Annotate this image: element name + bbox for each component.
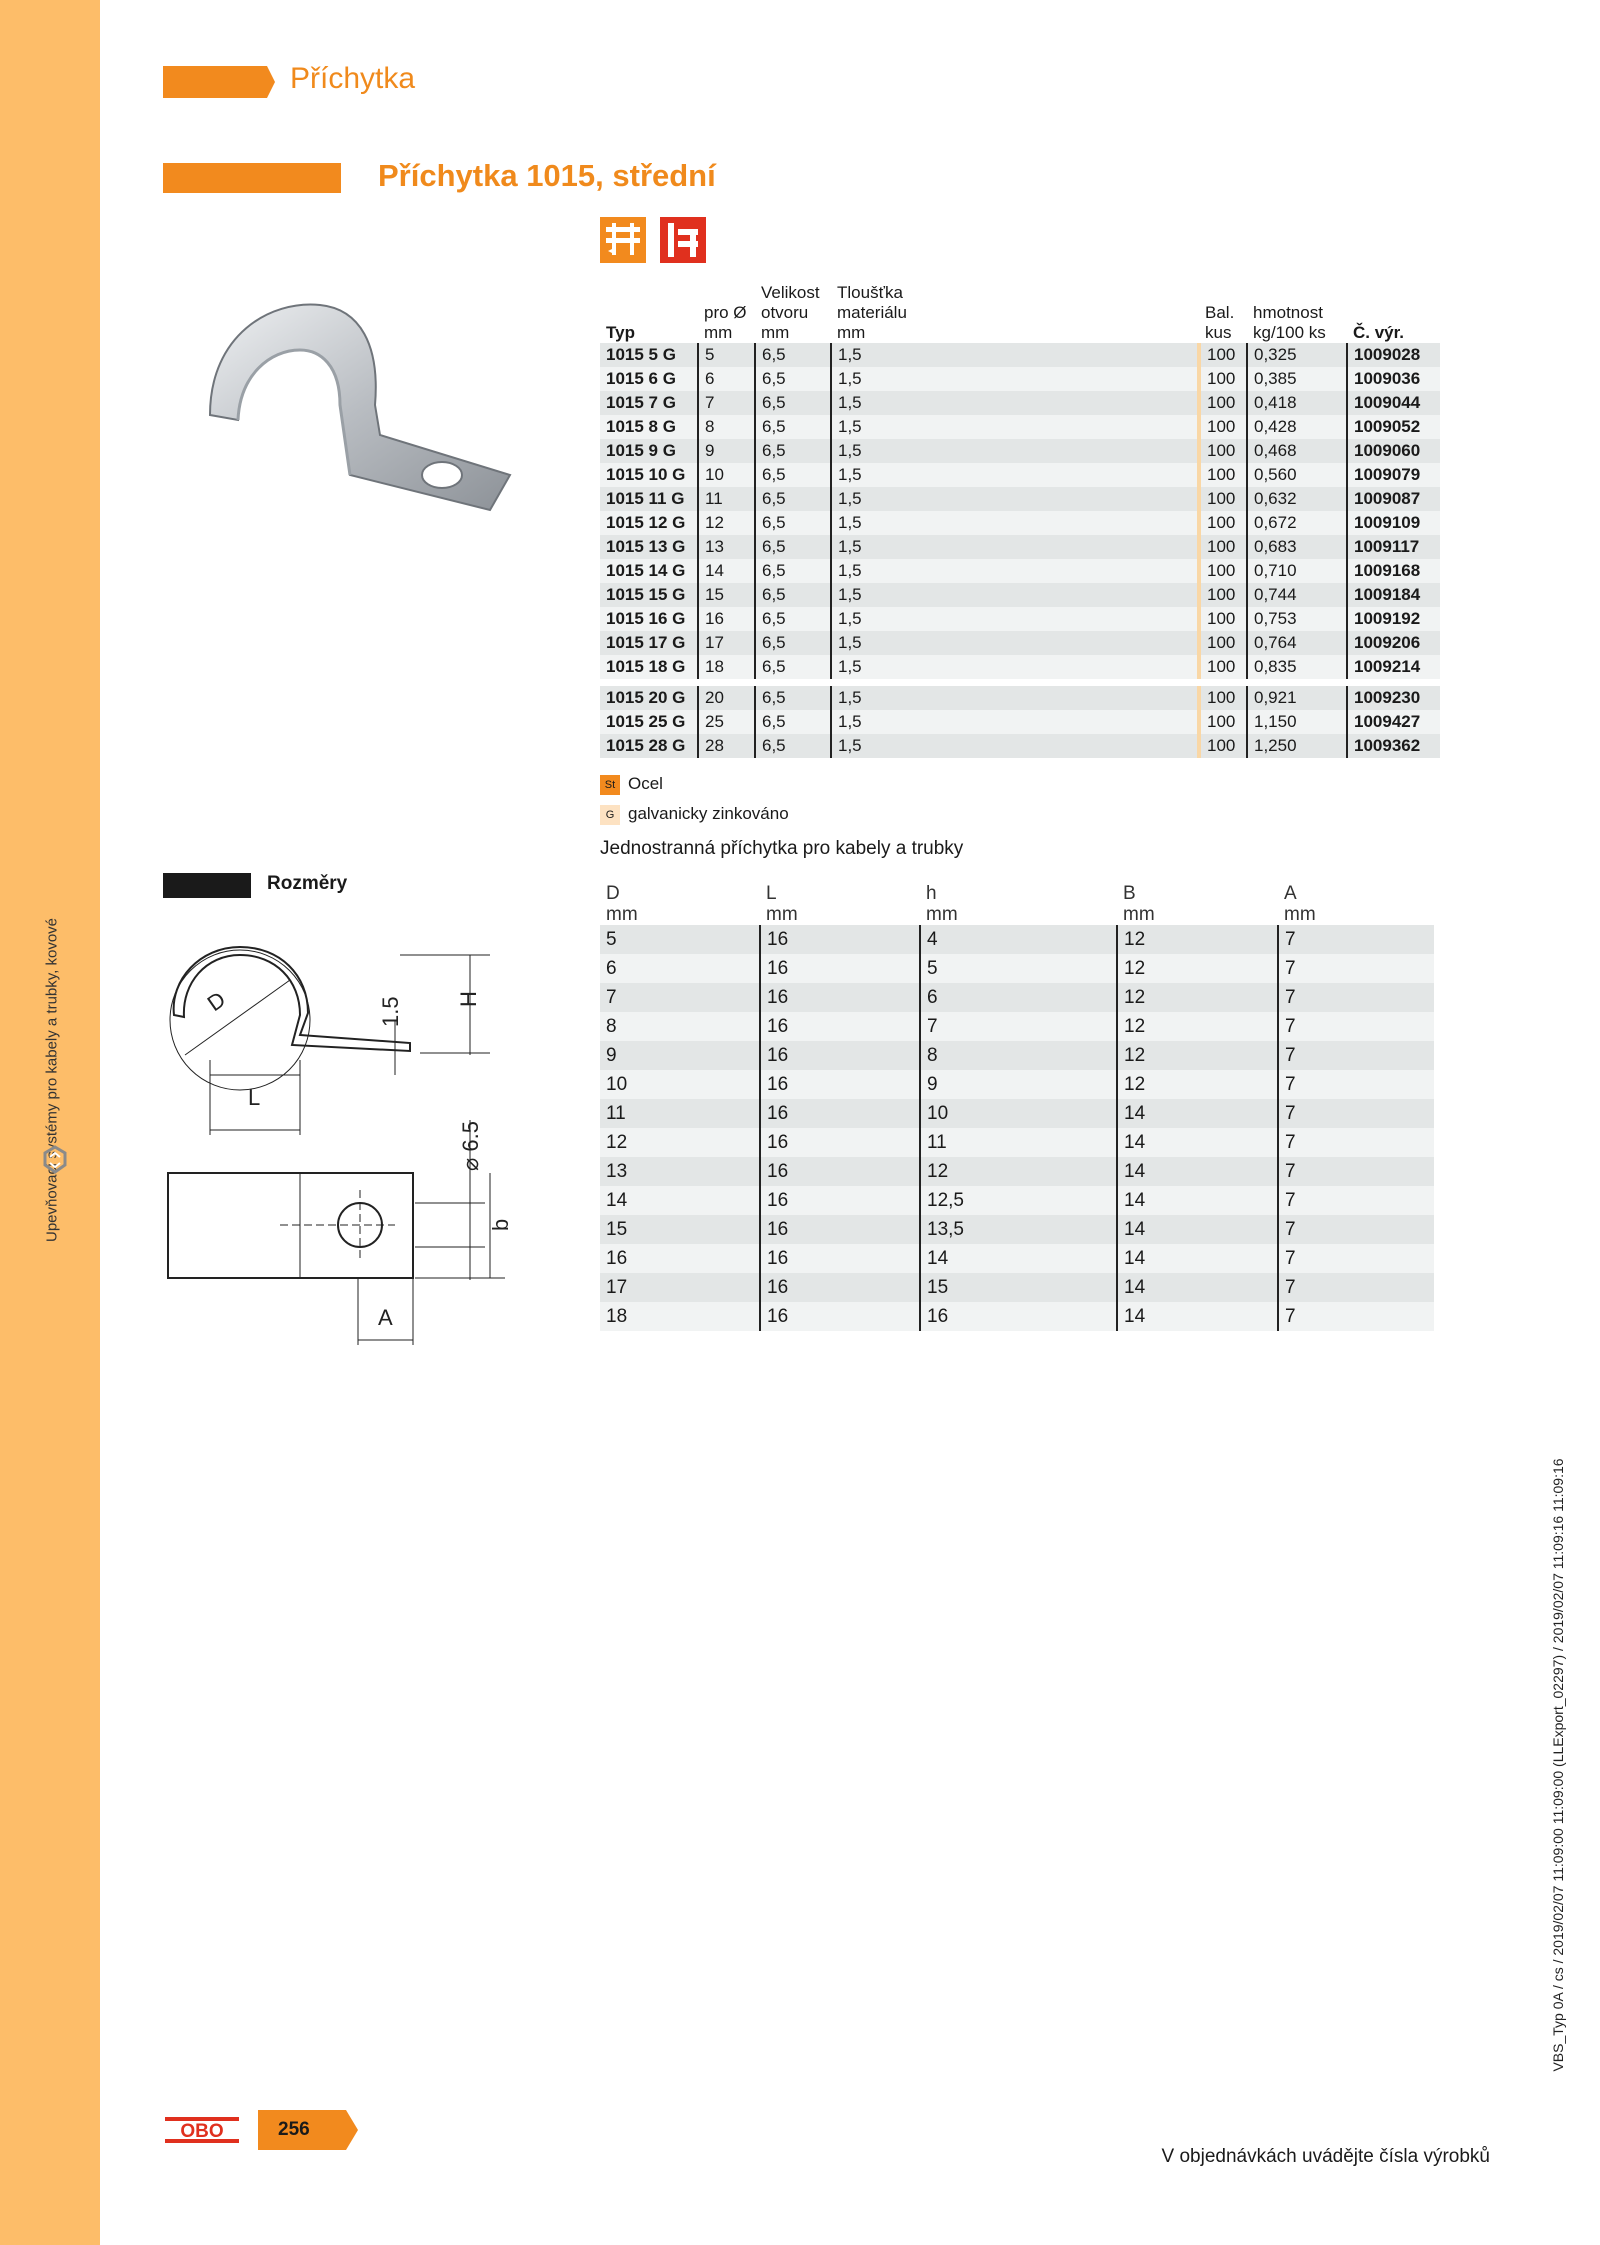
dim-cell: 7 bbox=[1278, 1244, 1434, 1273]
article-number-cell: 1009052 bbox=[1347, 415, 1440, 439]
dim-header-row bbox=[600, 883, 1434, 904]
drawing-label-h: H bbox=[456, 991, 481, 1007]
diameter-cell: 14 bbox=[698, 559, 755, 583]
section-title: Příchytka bbox=[290, 62, 416, 95]
article-number-cell: 1009036 bbox=[1347, 367, 1440, 391]
dim-cell: 12 bbox=[1117, 1070, 1278, 1099]
dim-row bbox=[600, 1302, 1434, 1331]
dim-row bbox=[600, 1273, 1434, 1302]
hole-size-cell: 6,5 bbox=[755, 607, 831, 631]
dim-row bbox=[600, 925, 1434, 954]
spec-row bbox=[600, 463, 1440, 487]
weight-cell: 1,150 bbox=[1247, 710, 1347, 734]
hole-size-cell: 6,5 bbox=[755, 367, 831, 391]
product-spec-table bbox=[600, 283, 1440, 758]
weight-cell: 0,710 bbox=[1247, 559, 1347, 583]
dimension-table bbox=[600, 883, 1434, 1331]
spec-row bbox=[600, 511, 1440, 535]
drawing-label-thickness: 1.5 bbox=[378, 996, 403, 1027]
diameter-cell: 10 bbox=[698, 463, 755, 487]
spec-row bbox=[600, 367, 1440, 391]
thickness-cell: 1,5 bbox=[831, 343, 1199, 367]
thickness-cell: 1,5 bbox=[831, 535, 1199, 559]
diameter-cell: 17 bbox=[698, 631, 755, 655]
thickness-cell: 1,5 bbox=[831, 487, 1199, 511]
dim-cell: 11 bbox=[600, 1099, 760, 1128]
article-number-cell: 1009214 bbox=[1347, 655, 1440, 679]
thickness-cell: 1,5 bbox=[831, 607, 1199, 631]
dim-cell: 7 bbox=[1278, 983, 1434, 1012]
dim-cell: 16 bbox=[760, 1215, 920, 1244]
dim-cell: 7 bbox=[1278, 1099, 1434, 1128]
article-number-cell: 1009230 bbox=[1347, 686, 1440, 710]
weight-cell: 0,835 bbox=[1247, 655, 1347, 679]
dim-cell: 16 bbox=[760, 925, 920, 954]
dim-cell: 9 bbox=[600, 1041, 760, 1070]
dim-cell: 16 bbox=[760, 1041, 920, 1070]
product-description: Jednostranná příchytka pro kabely a trubky bbox=[600, 838, 964, 859]
legend-item bbox=[600, 804, 789, 825]
type-cell: 1015 25 G bbox=[600, 710, 698, 734]
legend-item bbox=[600, 774, 663, 795]
dim-cell: 14 bbox=[1117, 1157, 1278, 1186]
type-cell: 1015 9 G bbox=[600, 439, 698, 463]
weight-cell: 0,683 bbox=[1247, 535, 1347, 559]
dim-cell: 7 bbox=[1278, 1070, 1434, 1099]
article-number-cell: 1009028 bbox=[1347, 343, 1440, 367]
dim-cell: 18 bbox=[600, 1302, 760, 1331]
dim-cell: 14 bbox=[1117, 1186, 1278, 1215]
dim-cell: 16 bbox=[760, 1070, 920, 1099]
type-cell: 1015 7 G bbox=[600, 391, 698, 415]
pack-cell: 100 bbox=[1199, 631, 1247, 655]
hole-size-cell: 6,5 bbox=[755, 391, 831, 415]
dim-cell: 16 bbox=[760, 1157, 920, 1186]
weight-cell: 0,672 bbox=[1247, 511, 1347, 535]
hole-size-cell: 6,5 bbox=[755, 487, 831, 511]
pack-cell: 100 bbox=[1199, 734, 1247, 758]
thickness-cell: 1,5 bbox=[831, 631, 1199, 655]
article-number-cell: 1009192 bbox=[1347, 607, 1440, 631]
dim-cell: 7 bbox=[1278, 1273, 1434, 1302]
diameter-cell: 28 bbox=[698, 734, 755, 758]
weight-cell: 0,632 bbox=[1247, 487, 1347, 511]
dim-header-row bbox=[600, 904, 1434, 925]
dim-cell: 14 bbox=[600, 1186, 760, 1215]
article-number-cell: 1009060 bbox=[1347, 439, 1440, 463]
dim-cell: 16 bbox=[760, 1186, 920, 1215]
dim-row bbox=[600, 1041, 1434, 1070]
drawing-label-b: b bbox=[488, 1218, 513, 1231]
article-number-cell: 1009362 bbox=[1347, 734, 1440, 758]
thickness-cell: 1,5 bbox=[831, 686, 1199, 710]
dim-row bbox=[600, 1070, 1434, 1099]
spec-row bbox=[600, 607, 1440, 631]
article-number-cell: 1009109 bbox=[1347, 511, 1440, 535]
weight-cell: 0,764 bbox=[1247, 631, 1347, 655]
legend-badge: St bbox=[600, 775, 620, 795]
hole-size-cell: 6,5 bbox=[755, 710, 831, 734]
dim-header-cell: mm bbox=[606, 904, 638, 925]
hole-size-cell: 6,5 bbox=[755, 734, 831, 758]
dim-header-cell: L bbox=[766, 883, 777, 904]
thickness-cell: 1,5 bbox=[831, 559, 1199, 583]
dim-cell: 7 bbox=[1278, 1186, 1434, 1215]
weight-cell: 0,468 bbox=[1247, 439, 1347, 463]
dim-cell: 12 bbox=[1117, 954, 1278, 983]
article-number-cell: 1009117 bbox=[1347, 535, 1440, 559]
diameter-cell: 12 bbox=[698, 511, 755, 535]
dim-cell: 13,5 bbox=[920, 1215, 1117, 1244]
dim-cell: 7 bbox=[1278, 925, 1434, 954]
dim-cell: 14 bbox=[1117, 1128, 1278, 1157]
thickness-cell: 1,5 bbox=[831, 415, 1199, 439]
dim-cell: 12 bbox=[1117, 1012, 1278, 1041]
pack-cell: 100 bbox=[1199, 686, 1247, 710]
dim-cell: 14 bbox=[1117, 1273, 1278, 1302]
weight-cell: 0,921 bbox=[1247, 686, 1347, 710]
title-bar bbox=[163, 163, 341, 193]
spec-row bbox=[600, 343, 1440, 367]
dim-row bbox=[600, 1012, 1434, 1041]
dim-cell: 7 bbox=[1278, 1012, 1434, 1041]
product-photo bbox=[190, 295, 550, 540]
dim-cell: 16 bbox=[760, 1099, 920, 1128]
page-number: 256 bbox=[278, 2119, 310, 2140]
print-info-text: VBS_Typ 0A / cs / 2019/02/07 11:09:00 11:09:00 (LLExport_02297) / 2019/02/07 11:09:16 11:09:16 bbox=[1550, 1458, 1566, 2072]
dim-cell: 8 bbox=[920, 1041, 1117, 1070]
pack-cell: 100 bbox=[1199, 607, 1247, 631]
drawing-label-hole: ⌀ 6.5 bbox=[458, 1121, 483, 1171]
dim-header-cell: h bbox=[926, 883, 937, 904]
article-number-cell: 1009168 bbox=[1347, 559, 1440, 583]
thickness-cell: 1,5 bbox=[831, 583, 1199, 607]
dim-cell: 16 bbox=[760, 1012, 920, 1041]
dim-cell: 14 bbox=[1117, 1244, 1278, 1273]
dim-cell: 15 bbox=[600, 1215, 760, 1244]
weight-cell: 0,744 bbox=[1247, 583, 1347, 607]
material-icon bbox=[660, 217, 706, 263]
dim-row bbox=[600, 983, 1434, 1012]
article-number-cell: 1009184 bbox=[1347, 583, 1440, 607]
spec-row bbox=[600, 415, 1440, 439]
dim-cell: 15 bbox=[920, 1273, 1117, 1302]
dim-cell: 14 bbox=[920, 1244, 1117, 1273]
dim-cell: 10 bbox=[920, 1099, 1117, 1128]
dim-cell: 13 bbox=[600, 1157, 760, 1186]
dim-header-cell: mm bbox=[766, 904, 798, 925]
drawing-label-d: D bbox=[202, 986, 230, 1017]
diameter-cell: 8 bbox=[698, 415, 755, 439]
type-cell: 1015 12 G bbox=[600, 511, 698, 535]
pack-cell: 100 bbox=[1199, 367, 1247, 391]
dim-header-cell: mm bbox=[1123, 904, 1155, 925]
diameter-cell: 15 bbox=[698, 583, 755, 607]
diameter-cell: 6 bbox=[698, 367, 755, 391]
dim-cell: 7 bbox=[1278, 1157, 1434, 1186]
pack-cell: 100 bbox=[1199, 343, 1247, 367]
drawing-label-a: A bbox=[378, 1305, 393, 1330]
mounting-icon bbox=[600, 217, 646, 263]
pack-cell: 100 bbox=[1199, 559, 1247, 583]
dim-cell: 5 bbox=[920, 954, 1117, 983]
dim-cell: 10 bbox=[600, 1070, 760, 1099]
legend-badge: G bbox=[600, 805, 620, 825]
diameter-cell: 5 bbox=[698, 343, 755, 367]
article-number-cell: 1009206 bbox=[1347, 631, 1440, 655]
pack-cell: 100 bbox=[1199, 535, 1247, 559]
article-number-cell: 1009427 bbox=[1347, 710, 1440, 734]
diameter-cell: 13 bbox=[698, 535, 755, 559]
dim-cell: 12 bbox=[1117, 1041, 1278, 1070]
pack-cell: 100 bbox=[1199, 415, 1247, 439]
dim-header-cell: A bbox=[1284, 883, 1297, 904]
pack-cell: 100 bbox=[1199, 463, 1247, 487]
weight-cell: 0,428 bbox=[1247, 415, 1347, 439]
type-cell: 1015 8 G bbox=[600, 415, 698, 439]
dim-cell: 16 bbox=[760, 954, 920, 983]
hole-size-cell: 6,5 bbox=[755, 655, 831, 679]
type-cell: 1015 5 G bbox=[600, 343, 698, 367]
diameter-cell: 25 bbox=[698, 710, 755, 734]
spec-row bbox=[600, 655, 1440, 679]
weight-cell: 0,418 bbox=[1247, 391, 1347, 415]
type-cell: 1015 14 G bbox=[600, 559, 698, 583]
type-cell: 1015 28 G bbox=[600, 734, 698, 758]
obo-logo bbox=[163, 2115, 241, 2145]
thickness-cell: 1,5 bbox=[831, 439, 1199, 463]
type-cell: 1015 16 G bbox=[600, 607, 698, 631]
type-cell: 1015 18 G bbox=[600, 655, 698, 679]
spec-row bbox=[600, 391, 1440, 415]
dim-cell: 9 bbox=[920, 1070, 1117, 1099]
dim-cell: 7 bbox=[1278, 1128, 1434, 1157]
dim-cell: 11 bbox=[920, 1128, 1117, 1157]
svg-text:OBO: OBO bbox=[180, 2121, 224, 2142]
spec-row bbox=[600, 631, 1440, 655]
type-cell: 1015 6 G bbox=[600, 367, 698, 391]
sidebar-category-text: Upevňovací systémy pro kabely a trubky, kovové bbox=[43, 917, 61, 1243]
footer-note: V objednávkách uvádějte čísla výrobků bbox=[1161, 2146, 1490, 2167]
dim-cell: 7 bbox=[1278, 1041, 1434, 1070]
pack-cell: 100 bbox=[1199, 583, 1247, 607]
spec-row bbox=[600, 734, 1440, 758]
dim-cell: 16 bbox=[920, 1302, 1117, 1331]
thickness-cell: 1,5 bbox=[831, 655, 1199, 679]
dim-cell: 5 bbox=[600, 925, 760, 954]
diameter-cell: 20 bbox=[698, 686, 755, 710]
article-number-cell: 1009079 bbox=[1347, 463, 1440, 487]
diameter-cell: 11 bbox=[698, 487, 755, 511]
legend-label: Ocel bbox=[628, 774, 663, 793]
thickness-cell: 1,5 bbox=[831, 391, 1199, 415]
dim-cell: 14 bbox=[1117, 1099, 1278, 1128]
dim-header-cell: B bbox=[1123, 883, 1136, 904]
dim-cell: 12 bbox=[1117, 925, 1278, 954]
pack-cell: 100 bbox=[1199, 487, 1247, 511]
dim-cell: 16 bbox=[760, 1128, 920, 1157]
dim-cell: 4 bbox=[920, 925, 1117, 954]
pack-cell: 100 bbox=[1199, 710, 1247, 734]
dim-header-cell: D bbox=[606, 883, 620, 904]
diameter-cell: 18 bbox=[698, 655, 755, 679]
spec-row bbox=[600, 583, 1440, 607]
hole-size-cell: 6,5 bbox=[755, 686, 831, 710]
dim-row bbox=[600, 1215, 1434, 1244]
type-cell: 1015 20 G bbox=[600, 686, 698, 710]
type-cell: 1015 15 G bbox=[600, 583, 698, 607]
hole-size-cell: 6,5 bbox=[755, 559, 831, 583]
drawing-label-l: L bbox=[248, 1085, 261, 1110]
type-cell: 1015 13 G bbox=[600, 535, 698, 559]
dim-row bbox=[600, 1099, 1434, 1128]
dim-cell: 6 bbox=[600, 954, 760, 983]
hole-size-cell: 6,5 bbox=[755, 415, 831, 439]
spec-row bbox=[600, 710, 1440, 734]
article-number-cell: 1009044 bbox=[1347, 391, 1440, 415]
thickness-cell: 1,5 bbox=[831, 367, 1199, 391]
hole-size-cell: 6,5 bbox=[755, 583, 831, 607]
product-title: Příchytka 1015, střední bbox=[378, 158, 716, 193]
dim-cell: 7 bbox=[1278, 1302, 1434, 1331]
hole-size-cell: 6,5 bbox=[755, 439, 831, 463]
thickness-cell: 1,5 bbox=[831, 511, 1199, 535]
pack-cell: 100 bbox=[1199, 439, 1247, 463]
recycle-icon bbox=[38, 1143, 72, 1177]
spec-row bbox=[600, 535, 1440, 559]
hole-size-cell: 6,5 bbox=[755, 535, 831, 559]
type-cell: 1015 10 G bbox=[600, 463, 698, 487]
dim-row bbox=[600, 954, 1434, 983]
pack-cell: 100 bbox=[1199, 391, 1247, 415]
dim-cell: 14 bbox=[1117, 1302, 1278, 1331]
spec-row bbox=[600, 487, 1440, 511]
dimension-drawing bbox=[160, 935, 570, 1355]
dim-cell: 12 bbox=[920, 1157, 1117, 1186]
hole-size-cell: 6,5 bbox=[755, 511, 831, 535]
spec-row bbox=[600, 686, 1440, 710]
dim-row bbox=[600, 1186, 1434, 1215]
legend-label: galvanicky zinkováno bbox=[628, 804, 789, 823]
dim-cell: 12,5 bbox=[920, 1186, 1117, 1215]
spec-row bbox=[600, 439, 1440, 463]
dim-cell: 6 bbox=[920, 983, 1117, 1012]
dim-cell: 16 bbox=[760, 1273, 920, 1302]
dim-row bbox=[600, 1128, 1434, 1157]
dimensions-bar bbox=[163, 873, 251, 898]
hole-size-cell: 6,5 bbox=[755, 463, 831, 487]
section-tab-arrow bbox=[163, 66, 275, 98]
diameter-cell: 7 bbox=[698, 391, 755, 415]
type-cell: 1015 17 G bbox=[600, 631, 698, 655]
dimensions-label: Rozměry bbox=[267, 873, 348, 894]
dim-cell: 17 bbox=[600, 1273, 760, 1302]
article-number-cell: 1009087 bbox=[1347, 487, 1440, 511]
dim-cell: 14 bbox=[1117, 1215, 1278, 1244]
diameter-cell: 9 bbox=[698, 439, 755, 463]
weight-cell: 0,325 bbox=[1247, 343, 1347, 367]
spec-header-row-3: Typ mm mm mm kus kg/100 ks Č. výr. bbox=[606, 323, 1405, 342]
dim-cell: 16 bbox=[760, 983, 920, 1012]
dim-cell: 7 bbox=[600, 983, 760, 1012]
hole-size-cell: 6,5 bbox=[755, 343, 831, 367]
dim-cell: 7 bbox=[1278, 954, 1434, 983]
dim-cell: 12 bbox=[1117, 983, 1278, 1012]
dim-cell: 7 bbox=[1278, 1215, 1434, 1244]
dim-row bbox=[600, 1244, 1434, 1273]
dim-cell: 16 bbox=[600, 1244, 760, 1273]
dim-cell: 7 bbox=[920, 1012, 1117, 1041]
pack-cell: 100 bbox=[1199, 655, 1247, 679]
type-cell: 1015 11 G bbox=[600, 487, 698, 511]
dim-header-cell: mm bbox=[926, 904, 958, 925]
spec-row bbox=[600, 559, 1440, 583]
thickness-cell: 1,5 bbox=[831, 734, 1199, 758]
weight-cell: 0,753 bbox=[1247, 607, 1347, 631]
thickness-cell: 1,5 bbox=[831, 463, 1199, 487]
weight-cell: 0,560 bbox=[1247, 463, 1347, 487]
dim-cell: 12 bbox=[600, 1128, 760, 1157]
dim-row bbox=[600, 1157, 1434, 1186]
spec-header-row-1: Velikost Tloušťka bbox=[761, 283, 903, 302]
weight-cell: 0,385 bbox=[1247, 367, 1347, 391]
spec-header-row-2: pro Ø otvoru materiálu Bal. hmotnost bbox=[704, 303, 1323, 322]
dim-header-cell: mm bbox=[1284, 904, 1316, 925]
dim-cell: 16 bbox=[760, 1244, 920, 1273]
hole-size-cell: 6,5 bbox=[755, 631, 831, 655]
weight-cell: 1,250 bbox=[1247, 734, 1347, 758]
pack-cell: 100 bbox=[1199, 511, 1247, 535]
dim-cell: 8 bbox=[600, 1012, 760, 1041]
thickness-cell: 1,5 bbox=[831, 710, 1199, 734]
diameter-cell: 16 bbox=[698, 607, 755, 631]
dim-cell: 16 bbox=[760, 1302, 920, 1331]
